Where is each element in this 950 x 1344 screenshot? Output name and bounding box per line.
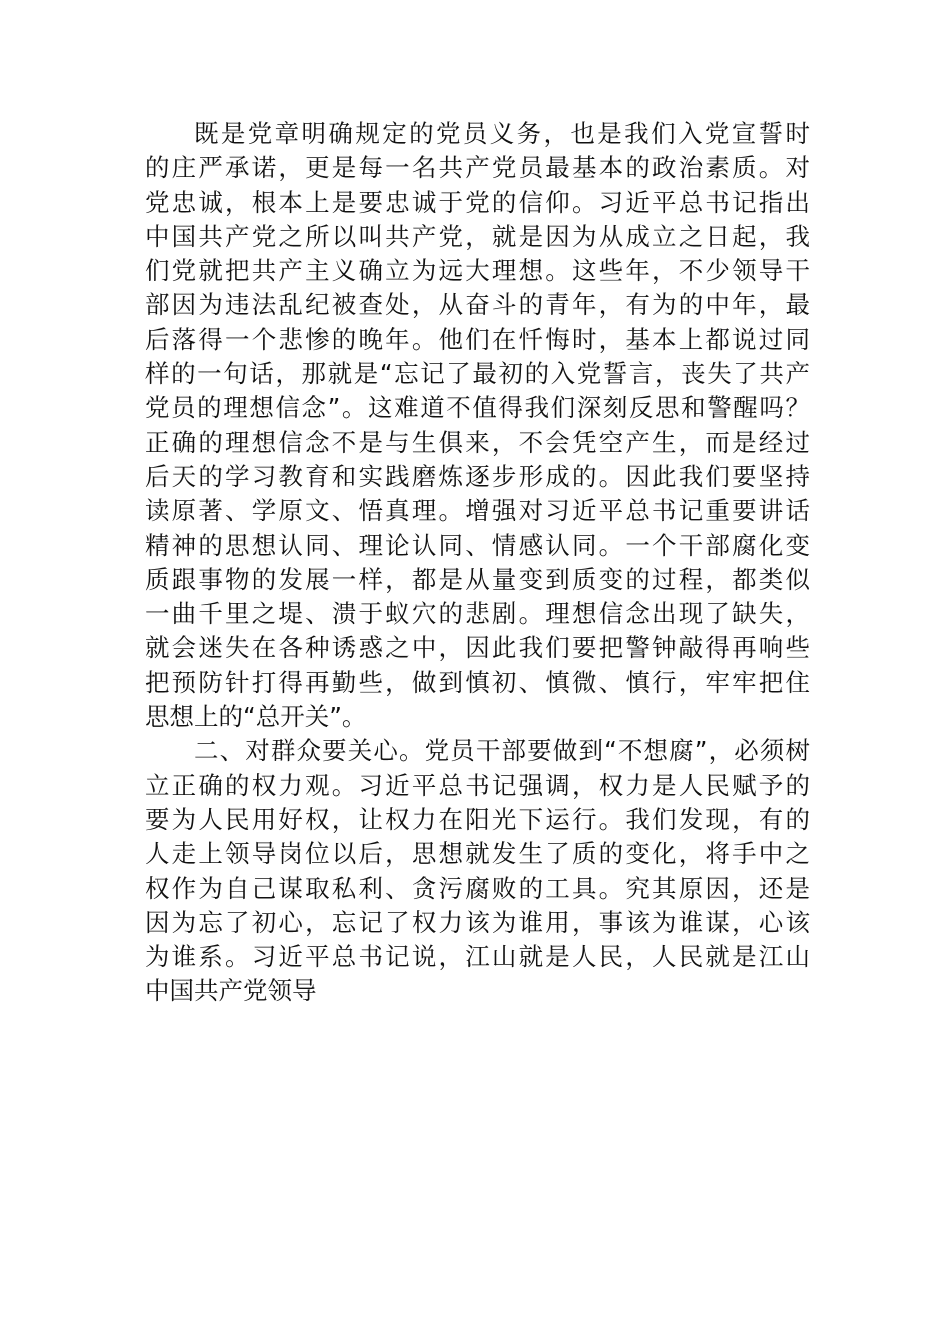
text-line: 思想上的“总开关”。 (145, 702, 367, 732)
text-line: 一曲千里之堤、溃于蚁穴的悲剧。理想信念出现了缺失， (145, 599, 810, 629)
text-line: 部因为违法乱纪被查处，从奋斗的青年，有为的中年，最 (145, 290, 810, 320)
text-line: 既是党章明确规定的党员义务，也是我们入党宣誓时 (194, 119, 810, 148)
text-line: 党员的理想信念”。这难道不值得我们深刻反思和警醒吗？ (145, 393, 810, 423)
document-body (145, 117, 810, 1009)
text-line: 就会迷失在各种诱惑之中，因此我们要把警钟敲得再响些 (145, 633, 810, 663)
text-line: 把预防针打得再勤些，做到慎初、慎微、慎行，牢牢把住 (145, 667, 810, 697)
text-line: 们党就把共产主义确立为远大理想。这些年，不少领导干 (145, 256, 810, 286)
text-line: 党忠诚，根本上是要忠诚于党的信仰。习近平总书记指出 (145, 187, 810, 217)
section-heading-line: 二、对群众要关心。党员干部要做到“不想腐”，必须树 (194, 736, 810, 766)
text-line: 权作为自己谋取私利、贪污腐败的工具。究其原因，还是 (145, 873, 810, 903)
text-line: 为谁系。习近平总书记说，江山就是人民，人民就是江山 (145, 942, 810, 972)
text-line: 中国共产党之所以叫共产党，就是因为从成立之日起，我 (145, 221, 810, 251)
text-line: 的庄严承诺，更是每一名共产党员最基本的政治素质。对 (145, 153, 810, 183)
text-line: 质跟事物的发展一样，都是从量变到质变的过程，都类似 (145, 564, 810, 594)
text-line: 后天的学习教育和实践磨炼逐步形成的。因此我们要坚持 (145, 461, 810, 491)
text-line: 读原著、学原文、悟真理。增强对习近平总书记重要讲话 (145, 496, 810, 526)
text-line: 正确的理想信念不是与生俱来，不会凭空产生，而是经过 (145, 427, 810, 457)
text-line: 人走上领导岗位以后，思想就发生了质的变化，将手中之 (145, 839, 810, 869)
text-line: 因为忘了初心，忘记了权力该为谁用，事该为谁谋，心该 (145, 907, 810, 937)
text-line: 精神的思想认同、理论认同、情感认同。一个干部腐化变 (145, 530, 810, 560)
text-line: 样的一句话，那就是“忘记了最初的入党誓言，丧失了共产 (145, 359, 810, 389)
text-line: 要为人民用好权，让权力在阳光下运行。我们发现，有的 (145, 804, 810, 834)
text-line: 后落得一个悲惨的晚年。他们在忏悔时，基本上都说过同 (145, 324, 810, 354)
text-line: 中国共产党领导 (145, 976, 317, 1006)
text-line: 立正确的权力观。习近平总书记强调，权力是人民赋予的 (145, 770, 810, 800)
